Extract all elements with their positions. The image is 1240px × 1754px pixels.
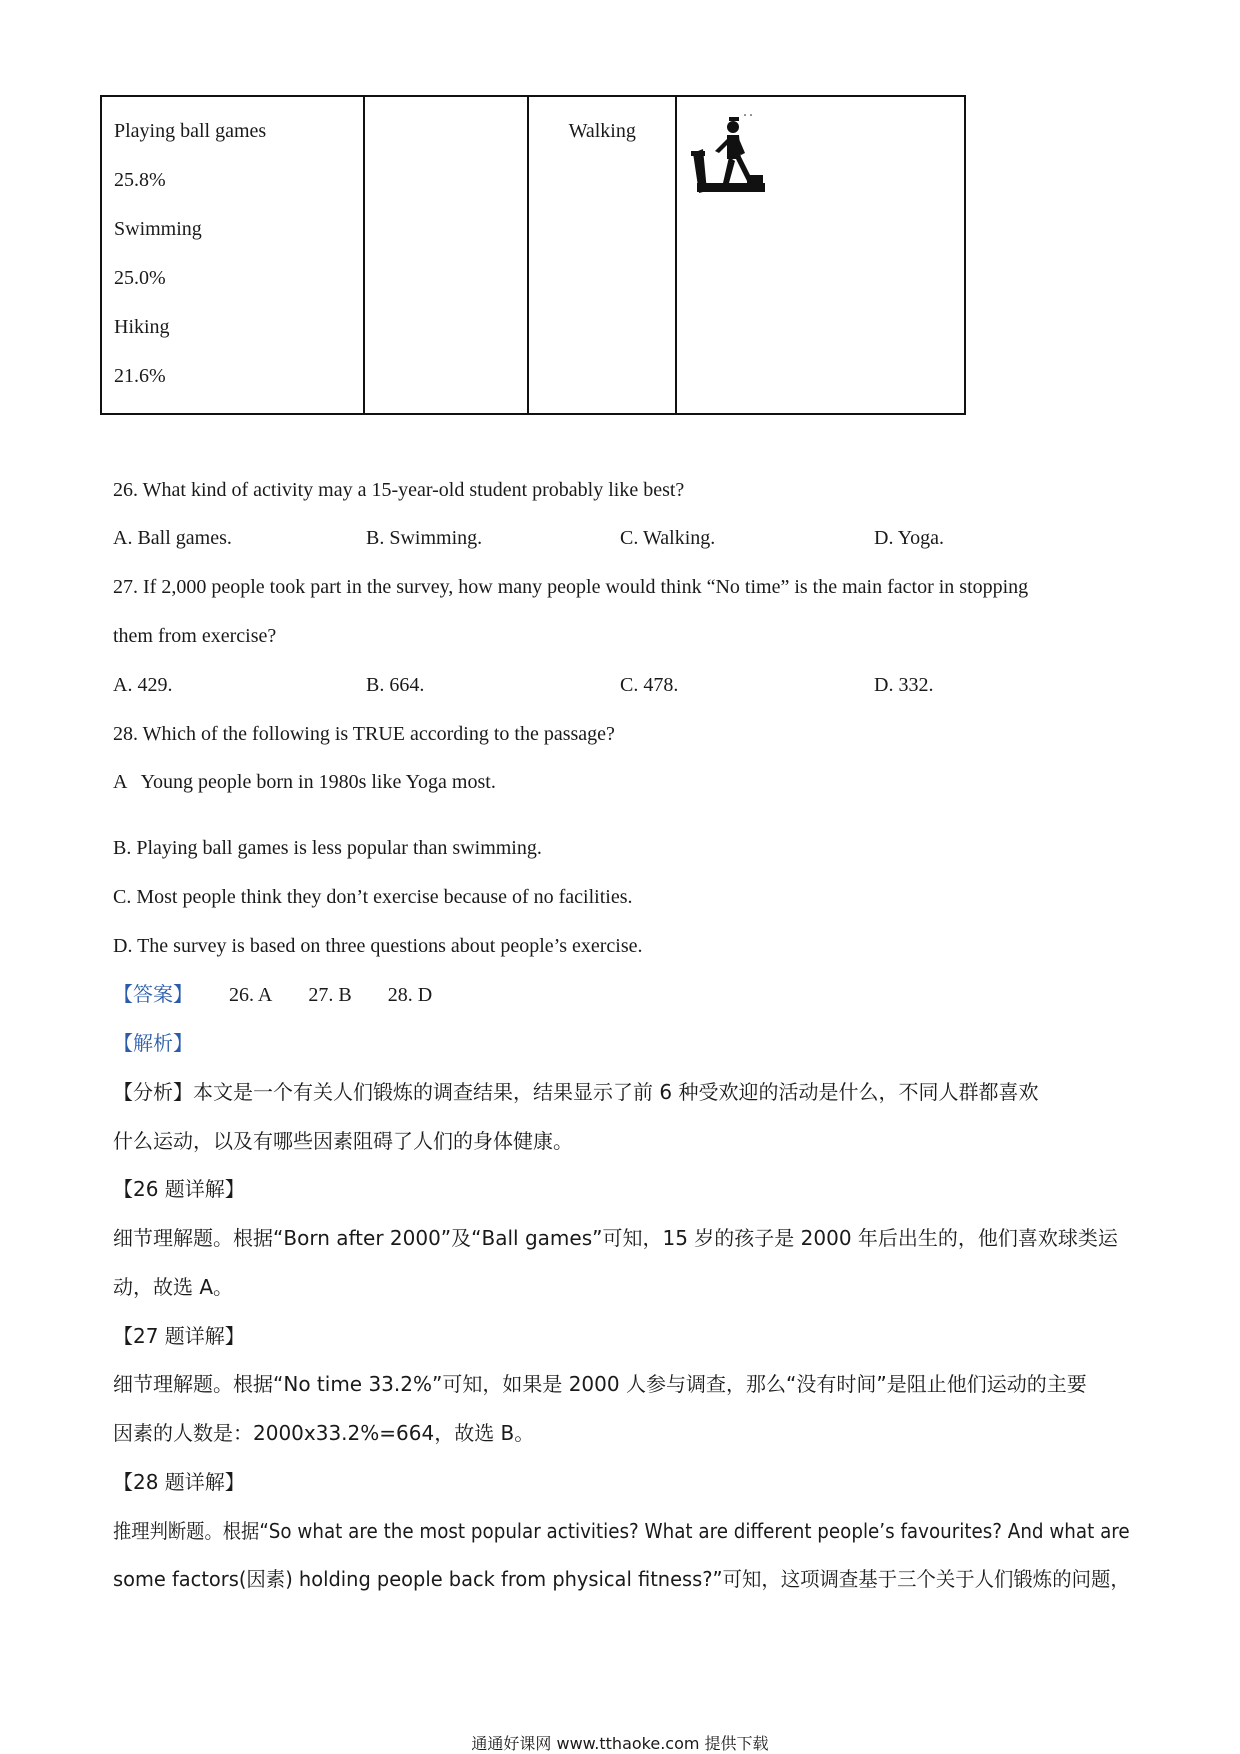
answer-label: 【答案】 xyxy=(113,982,193,1006)
page-footer: 通通好课网 www.tthaoke.com 提供下载 xyxy=(471,1734,769,1753)
q26-option-c: C. Walking. xyxy=(620,527,716,549)
q27-option-d: D. 332. xyxy=(874,674,934,696)
table-col-activities xyxy=(102,97,365,413)
detail-28-line1: 推理判断题。根据“So what are the most popular activities? What are different people’s favourites? And what are xyxy=(113,1519,1130,1543)
q27-option-b: B. 664. xyxy=(366,674,425,696)
fenxi-line1: 【分析】本文是一个有关人们锻炼的调查结果，结果显示了前 6 种受欢迎的活动是什么，不同人群都喜欢 xyxy=(113,1080,1039,1104)
table-cell-walking: Walking xyxy=(568,120,636,142)
table-col-walking xyxy=(529,97,677,413)
q27-option-a: A. 429. xyxy=(113,674,173,696)
fenxi-line2: 什么运动，以及有哪些因素阻碍了人们的身体健康。 xyxy=(113,1129,573,1153)
table-col-image xyxy=(677,97,964,413)
table-cell-text: 21.6% xyxy=(114,365,166,387)
analysis-label: 【解析】 xyxy=(113,1031,193,1055)
table-cell-text: 25.8% xyxy=(114,169,166,191)
question-28: 28. Which of the following is TRUE according to the passage? xyxy=(113,723,615,745)
table-col-empty xyxy=(365,97,529,413)
detail-26-label: 【26 题详解】 xyxy=(113,1177,245,1201)
answer-line xyxy=(113,981,432,1008)
answer-item: 27. B xyxy=(308,984,352,1006)
question-27-line2: them from exercise? xyxy=(113,625,277,647)
detail-26-line1: 细节理解题。根据“Born after 2000”及“Ball games”可知，15 岁的孩子是 2000 年后出生的，他们喜欢球类运 xyxy=(113,1226,1118,1250)
q28-option-b: B. Playing ball games is less popular than swimming. xyxy=(113,837,542,859)
q26-option-b: B. Swimming. xyxy=(366,527,483,549)
table-cell-text: Swimming xyxy=(114,218,202,240)
survey-table xyxy=(100,95,966,415)
question-26: 26. What kind of activity may a 15-year-old student probably like best? xyxy=(113,479,685,501)
treadmill-walker-icon xyxy=(689,113,769,199)
answer-item: 26. A xyxy=(229,984,273,1006)
detail-28-label: 【28 题详解】 xyxy=(113,1470,245,1494)
question-27-line1: 27. If 2,000 people took part in the survey, how many people would think “No time” is the main factor in stopping xyxy=(113,576,1029,598)
q26-option-d: D. Yoga. xyxy=(874,527,945,549)
table-cell-text: Playing ball games xyxy=(114,120,267,142)
detail-26-line2: 动，故选 A。 xyxy=(113,1275,234,1299)
answer-item: 28. D xyxy=(387,984,433,1006)
q28-option-c: C. Most people think they don’t exercise because of no facilities. xyxy=(113,886,633,908)
q26-option-a: A. Ball games. xyxy=(113,527,232,549)
detail-28-line2: some factors(因素) holding people back from physical fitness?”可知，这项调查基于三个关于人们锻炼的问题， xyxy=(113,1567,1130,1591)
detail-27-label: 【27 题详解】 xyxy=(113,1324,245,1348)
q28-option-d: D. The survey is based on three questions about people’s exercise. xyxy=(113,935,643,957)
q28-option-a: A Young people born in 1980s like Yoga most. xyxy=(113,771,496,793)
detail-27-line1: 细节理解题。根据“No time 33.2%”可知，如果是 2000 人参与调查，那么“没有时间”是阻止他们运动的主要 xyxy=(113,1372,1087,1396)
q27-option-c: C. 478. xyxy=(620,674,679,696)
table-cell-text: Hiking xyxy=(114,316,170,338)
detail-27-line2: 因素的人数是：2000x33.2%=664，故选 B。 xyxy=(113,1421,535,1445)
table-cell-text: 25.0% xyxy=(114,267,166,289)
